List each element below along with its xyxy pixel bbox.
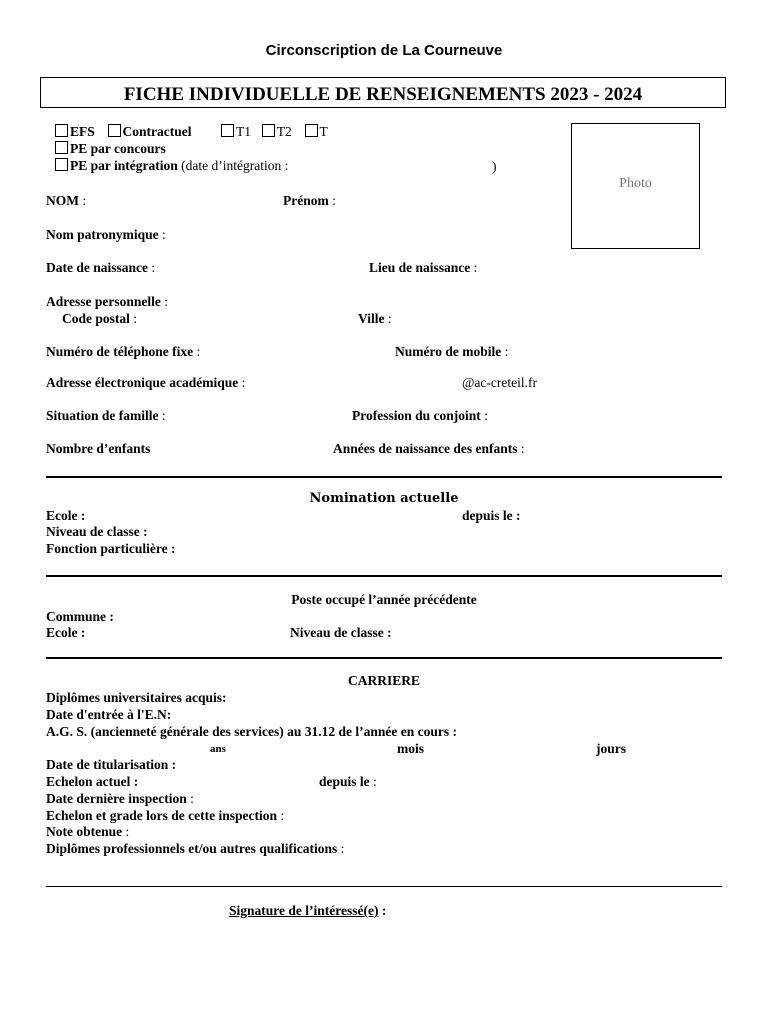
annees-enfants-field[interactable]: Années de naissance des enfants : (333, 441, 525, 456)
nom-label: NOM (46, 193, 79, 208)
note-label: Note obtenue (46, 824, 123, 839)
situation-field[interactable]: Situation de famille : (46, 408, 166, 423)
tel-fixe-field[interactable]: Numéro de téléphone fixe : (46, 344, 201, 359)
mobile-label: Numéro de mobile (395, 344, 502, 359)
ville-field[interactable]: Ville : (358, 311, 392, 326)
annees-enfants-label: Années de naissance des enfants (333, 441, 518, 456)
grade-field[interactable]: Echelon et grade lors de cette inspection : (46, 808, 285, 823)
divider-2 (46, 575, 722, 577)
ags-jours: jours (596, 741, 626, 756)
efs-label: EFS (70, 124, 95, 139)
note-field[interactable]: Note obtenue : (46, 824, 130, 839)
ville-label: Ville (358, 311, 385, 326)
t1-checkbox[interactable] (221, 124, 234, 137)
nomination-ecole[interactable]: Ecole : (46, 508, 86, 523)
title-box (40, 77, 726, 108)
email-label: Adresse électronique académique (46, 375, 239, 390)
signature-label: Signature de l’intéressé(e) (229, 903, 379, 918)
integration-date-close: ) (492, 159, 497, 174)
divider-3 (46, 657, 722, 659)
status-row-2 (55, 141, 166, 157)
nomination-heading: Nomination actuelle (309, 491, 459, 506)
adresse-field[interactable]: Adresse personnelle : (46, 294, 169, 309)
mobile-field[interactable]: Numéro de mobile : (395, 344, 509, 359)
divider-4 (46, 886, 722, 887)
diplomes-field[interactable]: Diplômes universitaires acquis: (46, 690, 227, 705)
t2-checkbox[interactable] (262, 124, 275, 137)
situation-label: Situation de famille (46, 408, 159, 423)
pe-integration-label: PE par intégration (70, 158, 178, 173)
echelon-field[interactable]: Echelon actuel : (46, 774, 139, 789)
date-naissance-label: Date de naissance (46, 260, 148, 275)
echelon-depuis-field[interactable]: depuis le : (319, 774, 377, 789)
ags-field[interactable]: A.G. S. (ancienneté générale des services) au 31.12 de l’année en cours : (46, 724, 457, 739)
titularisation-field[interactable]: Date de titularisation : (46, 757, 177, 772)
email-domain: @ac-creteil.fr (462, 375, 538, 390)
divider-1 (46, 476, 722, 478)
t-checkbox[interactable] (305, 124, 318, 137)
patronymique-label: Nom patronymique (46, 227, 159, 242)
nom-field[interactable]: NOM : (46, 193, 87, 208)
pe-integration-checkbox[interactable] (55, 158, 68, 171)
precedent-ecole[interactable]: Ecole : (46, 625, 86, 640)
status-t-row (221, 124, 328, 140)
date-naissance-field[interactable]: Date de naissance : (46, 260, 156, 275)
pe-concours-checkbox[interactable] (55, 141, 68, 154)
prenom-field[interactable]: Prénom : (283, 193, 336, 208)
signature-colon: : (378, 903, 387, 918)
ags-ans: ans (210, 743, 226, 755)
circonscription-header: Circonscription de La Courneuve (265, 42, 503, 59)
t1-label: T1 (236, 124, 251, 139)
echelon-depuis-label: depuis le (319, 774, 370, 789)
inspection-field[interactable]: Date dernière inspection : (46, 791, 194, 806)
profession-conjoint-label: Profession du conjoint (352, 408, 481, 423)
entree-en-field[interactable]: Date d'entrée à l'E.N: (46, 707, 172, 722)
pro-field[interactable]: Diplômes professionnels et/ou autres qualifications : (46, 841, 345, 856)
pro-label: Diplômes professionnels et/ou autres qualifications (46, 841, 338, 856)
tel-fixe-label: Numéro de téléphone fixe (46, 344, 194, 359)
precedent-commune[interactable]: Commune : (46, 609, 114, 624)
precedent-niveau[interactable]: Niveau de classe : (290, 625, 392, 640)
nomination-depuis[interactable]: depuis le : (462, 508, 521, 523)
nomination-niveau[interactable]: Niveau de classe : (46, 524, 148, 539)
nb-enfants-label[interactable]: Nombre d’enfants (46, 441, 151, 456)
contractuel-checkbox[interactable] (108, 124, 121, 137)
profession-conjoint-field[interactable]: Profession du conjoint : (352, 408, 488, 423)
adresse-label: Adresse personnelle (46, 294, 161, 309)
status-row-3 (55, 158, 288, 174)
photo-label: Photo (619, 176, 652, 191)
grade-label: Echelon et grade lors de cette inspection (46, 808, 277, 823)
status-row-1 (55, 124, 192, 140)
ags-mois: mois (397, 741, 424, 756)
patronymique-field[interactable]: Nom patronymique : (46, 227, 166, 242)
contractuel-label: Contractuel (122, 124, 192, 139)
email-field[interactable]: Adresse électronique académique : (46, 375, 246, 390)
t2-label: T2 (276, 124, 292, 139)
lieu-naissance-label: Lieu de naissance (369, 260, 471, 275)
carriere-heading: CARRIERE (347, 673, 420, 688)
prenom-label: Prénom (283, 193, 329, 208)
nomination-fonction[interactable]: Fonction particulière : (46, 541, 176, 556)
precedent-heading: Poste occupé l’année précédente (291, 592, 477, 607)
signature-field[interactable] (229, 903, 386, 919)
integration-date-label: (date d’intégration : (181, 158, 289, 173)
inspection-label: Date dernière inspection (46, 791, 187, 806)
photo-box (571, 123, 700, 249)
page-title: FICHE INDIVIDUELLE DE RENSEIGNEMENTS 2023 - 2024 (123, 84, 643, 105)
t-label: T (319, 124, 328, 139)
lieu-naissance-field[interactable]: Lieu de naissance : (369, 260, 478, 275)
code-postal-field[interactable]: Code postal : (62, 311, 138, 326)
efs-checkbox[interactable] (55, 124, 68, 137)
pe-concours-label: PE par concours (70, 141, 166, 156)
code-postal-label: Code postal (62, 311, 130, 326)
